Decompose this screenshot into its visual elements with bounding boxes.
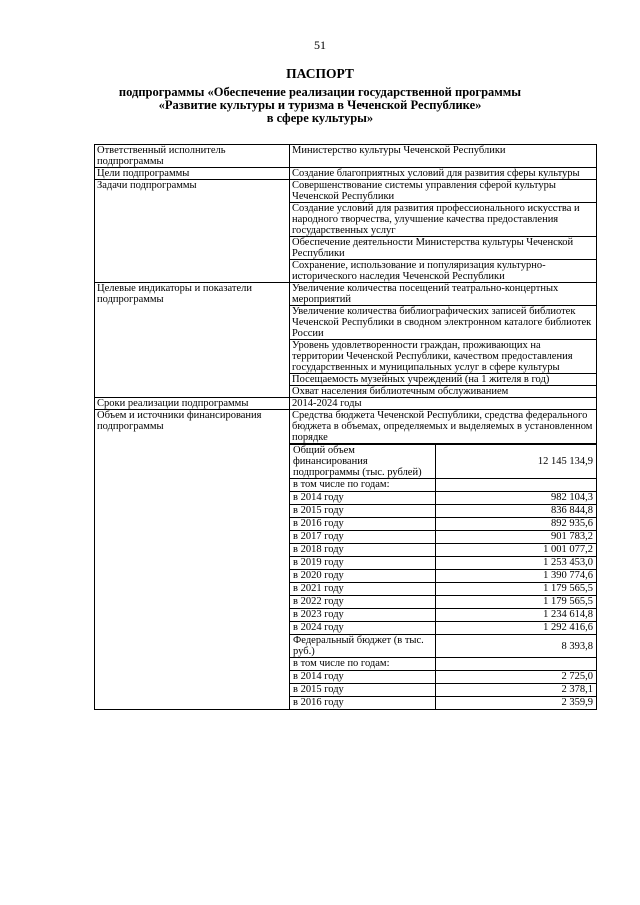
financing-by-years-empty xyxy=(436,479,597,492)
year-value: 892 935,6 xyxy=(436,518,597,531)
year-value: 1 253 453,0 xyxy=(436,557,597,570)
federal-year-value: 2 378,1 xyxy=(436,684,597,697)
indicator-item: Уровень удовлетворенности граждан, проживающих на территории Чеченской Республики, качеством предоставления государственных и муниципальных услуг в сфере культуры xyxy=(290,340,597,374)
federal-year-label: в 2016 году xyxy=(290,697,436,710)
term-label: Сроки реализации подпрограммы xyxy=(95,398,290,410)
table-row xyxy=(290,609,596,622)
year-value: 901 783,2 xyxy=(436,531,597,544)
year-value: 1 179 565,5 xyxy=(436,596,597,609)
year-value: 1 179 565,5 xyxy=(436,583,597,596)
financing-by-years-label: в том числе по годам: xyxy=(290,479,436,492)
financing-by-years-row xyxy=(290,479,596,492)
table-row xyxy=(290,544,596,557)
table-row xyxy=(290,505,596,518)
year-label: в 2021 году xyxy=(290,583,436,596)
year-label: в 2018 году xyxy=(290,544,436,557)
year-label: в 2017 году xyxy=(290,531,436,544)
indicator-item: Увеличение количества библиографических записей библиотек Чеченской Республики в сводном электронном каталоге библиотек России xyxy=(290,306,597,340)
financing-cell xyxy=(290,410,597,710)
table-row xyxy=(290,697,596,710)
year-label: в 2022 году xyxy=(290,596,436,609)
table-row xyxy=(290,492,596,505)
table-row xyxy=(290,557,596,570)
year-label: в 2016 году xyxy=(290,518,436,531)
year-value: 1 390 774,6 xyxy=(436,570,597,583)
year-label: в 2014 году xyxy=(290,492,436,505)
year-value: 1 234 614,8 xyxy=(436,609,597,622)
task-item: Создание условий для развития профессионального искусства и народного творчества, улучшение качества предоставления государственных услуг xyxy=(290,203,597,237)
table-row xyxy=(290,583,596,596)
federal-by-years-empty xyxy=(436,658,597,671)
subtitle-line-1: подпрограммы «Обеспечение реализации государственной программы xyxy=(118,85,522,99)
year-value: 836 844,8 xyxy=(436,505,597,518)
table-row xyxy=(290,622,596,635)
task-item: Совершенствование системы управления сферой культуры Чеченской Республики xyxy=(290,180,597,203)
goals-label: Цели подпрограммы xyxy=(95,168,290,180)
table-row xyxy=(290,596,596,609)
document-subtitle xyxy=(60,86,580,125)
federal-label: Федеральный бюджет (в тыс. руб.) xyxy=(290,635,436,658)
passport-table xyxy=(94,144,597,710)
financing-intro: Средства бюджета Чеченской Республики, средства федерального бюджета в объемах, определяемых и выделяемых в установленном порядке xyxy=(290,410,596,444)
year-label: в 2024 году xyxy=(290,622,436,635)
row-indicators xyxy=(95,283,597,306)
federal-year-value: 2 359,9 xyxy=(436,697,597,710)
federal-by-years-label: в том числе по годам: xyxy=(290,658,436,671)
executor-value: Министерство культуры Чеченской Республики xyxy=(290,145,597,168)
year-value: 982 104,3 xyxy=(436,492,597,505)
page-number: 51 xyxy=(314,38,326,52)
table-row xyxy=(290,531,596,544)
financing-total-value: 12 145 134,9 xyxy=(436,445,597,479)
table-row xyxy=(290,684,596,697)
term-value: 2014-2024 годы xyxy=(290,398,597,410)
row-executor xyxy=(95,145,597,168)
year-label: в 2020 году xyxy=(290,570,436,583)
subtitle-line-2: «Развитие культуры и туризма в Чеченской Республике» xyxy=(158,98,482,112)
indicator-item: Охват населения библиотечным обслуживанием xyxy=(290,386,597,398)
financing-total-label: Общий объем финансирования подпрограммы (тыс. рублей) xyxy=(290,445,436,479)
federal-value: 8 393,8 xyxy=(436,635,597,658)
federal-total-row xyxy=(290,635,596,658)
financing-table xyxy=(290,444,596,709)
indicator-item: Увеличение количества посещений театрально-концертных мероприятий xyxy=(290,283,597,306)
subtitle-line-3: в сфере культуры» xyxy=(266,111,374,125)
indicators-label: Целевые индикаторы и показатели подпрограммы xyxy=(95,283,290,398)
row-tasks xyxy=(95,180,597,203)
federal-by-years-row xyxy=(290,658,596,671)
federal-year-value: 2 725,0 xyxy=(436,671,597,684)
year-label: в 2015 году xyxy=(290,505,436,518)
executor-label: Ответственный исполнитель подпрограммы xyxy=(95,145,290,168)
goals-value: Создание благоприятных условий для развития сферы культуры xyxy=(290,168,597,180)
row-financing xyxy=(95,410,597,710)
task-item: Обеспечение деятельности Министерства культуры Чеченской Республики xyxy=(290,237,597,260)
table-row xyxy=(290,570,596,583)
year-label: в 2019 году xyxy=(290,557,436,570)
indicator-item: Посещаемость музейных учреждений (на 1 жителя в год) xyxy=(290,374,597,386)
document-title: ПАСПОРТ xyxy=(286,66,354,81)
year-value: 1 001 077,2 xyxy=(436,544,597,557)
task-item: Сохранение, использование и популяризация культурно-исторического наследия Чеченской Республики xyxy=(290,260,597,283)
financing-label: Объем и источники финансирования подпрограммы xyxy=(95,410,290,710)
year-label: в 2023 году xyxy=(290,609,436,622)
financing-total-row xyxy=(290,445,596,479)
table-row xyxy=(290,671,596,684)
year-value: 1 292 416,6 xyxy=(436,622,597,635)
federal-year-label: в 2014 году xyxy=(290,671,436,684)
tasks-label: Задачи подпрограммы xyxy=(95,180,290,283)
row-term xyxy=(95,398,597,410)
row-goals xyxy=(95,168,597,180)
federal-year-label: в 2015 году xyxy=(290,684,436,697)
table-row xyxy=(290,518,596,531)
